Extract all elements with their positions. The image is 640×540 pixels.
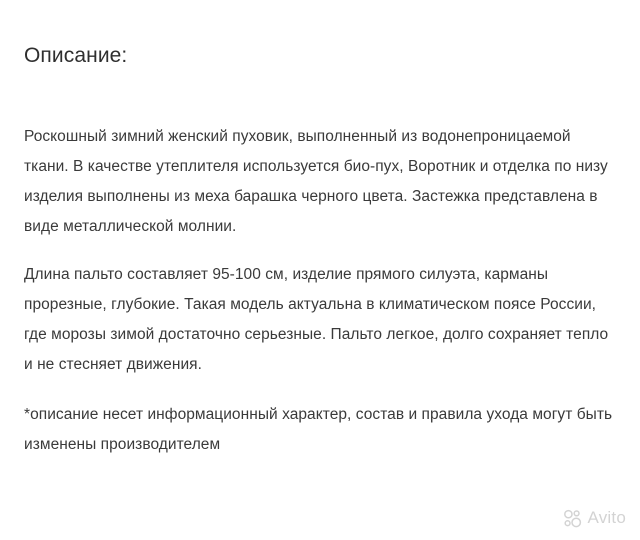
page-title: Описание:	[24, 44, 128, 67]
description-body	[24, 122, 614, 460]
avito-watermark	[563, 508, 627, 528]
avito-logo-icon	[563, 509, 582, 528]
disclaimer-paragraph: *описание несет информационный характер, состав и правила ухода могут быть изменены производителем	[24, 406, 613, 453]
paragraph: Длина пальто составляет 95-100 см, изделие прямого силуэта, карманы прорезные, глубокие. Такая модель актуальна в климатическом поясе России, где морозы зимой достаточно серьезные. Пальто легкое, долго сохраняет тепло и не стесняет движения.	[24, 266, 609, 373]
avito-watermark-label: Avito	[587, 508, 626, 527]
paragraph: Роскошный зимний женский пуховик, выполненный из водонепроницаемой ткани. В качестве утеплителя используется био-пух, Воротник и отделка по низу изделия выполнены из меха барашка черного цвета. Застежка представлена в виде металлической молнии.	[24, 128, 608, 235]
